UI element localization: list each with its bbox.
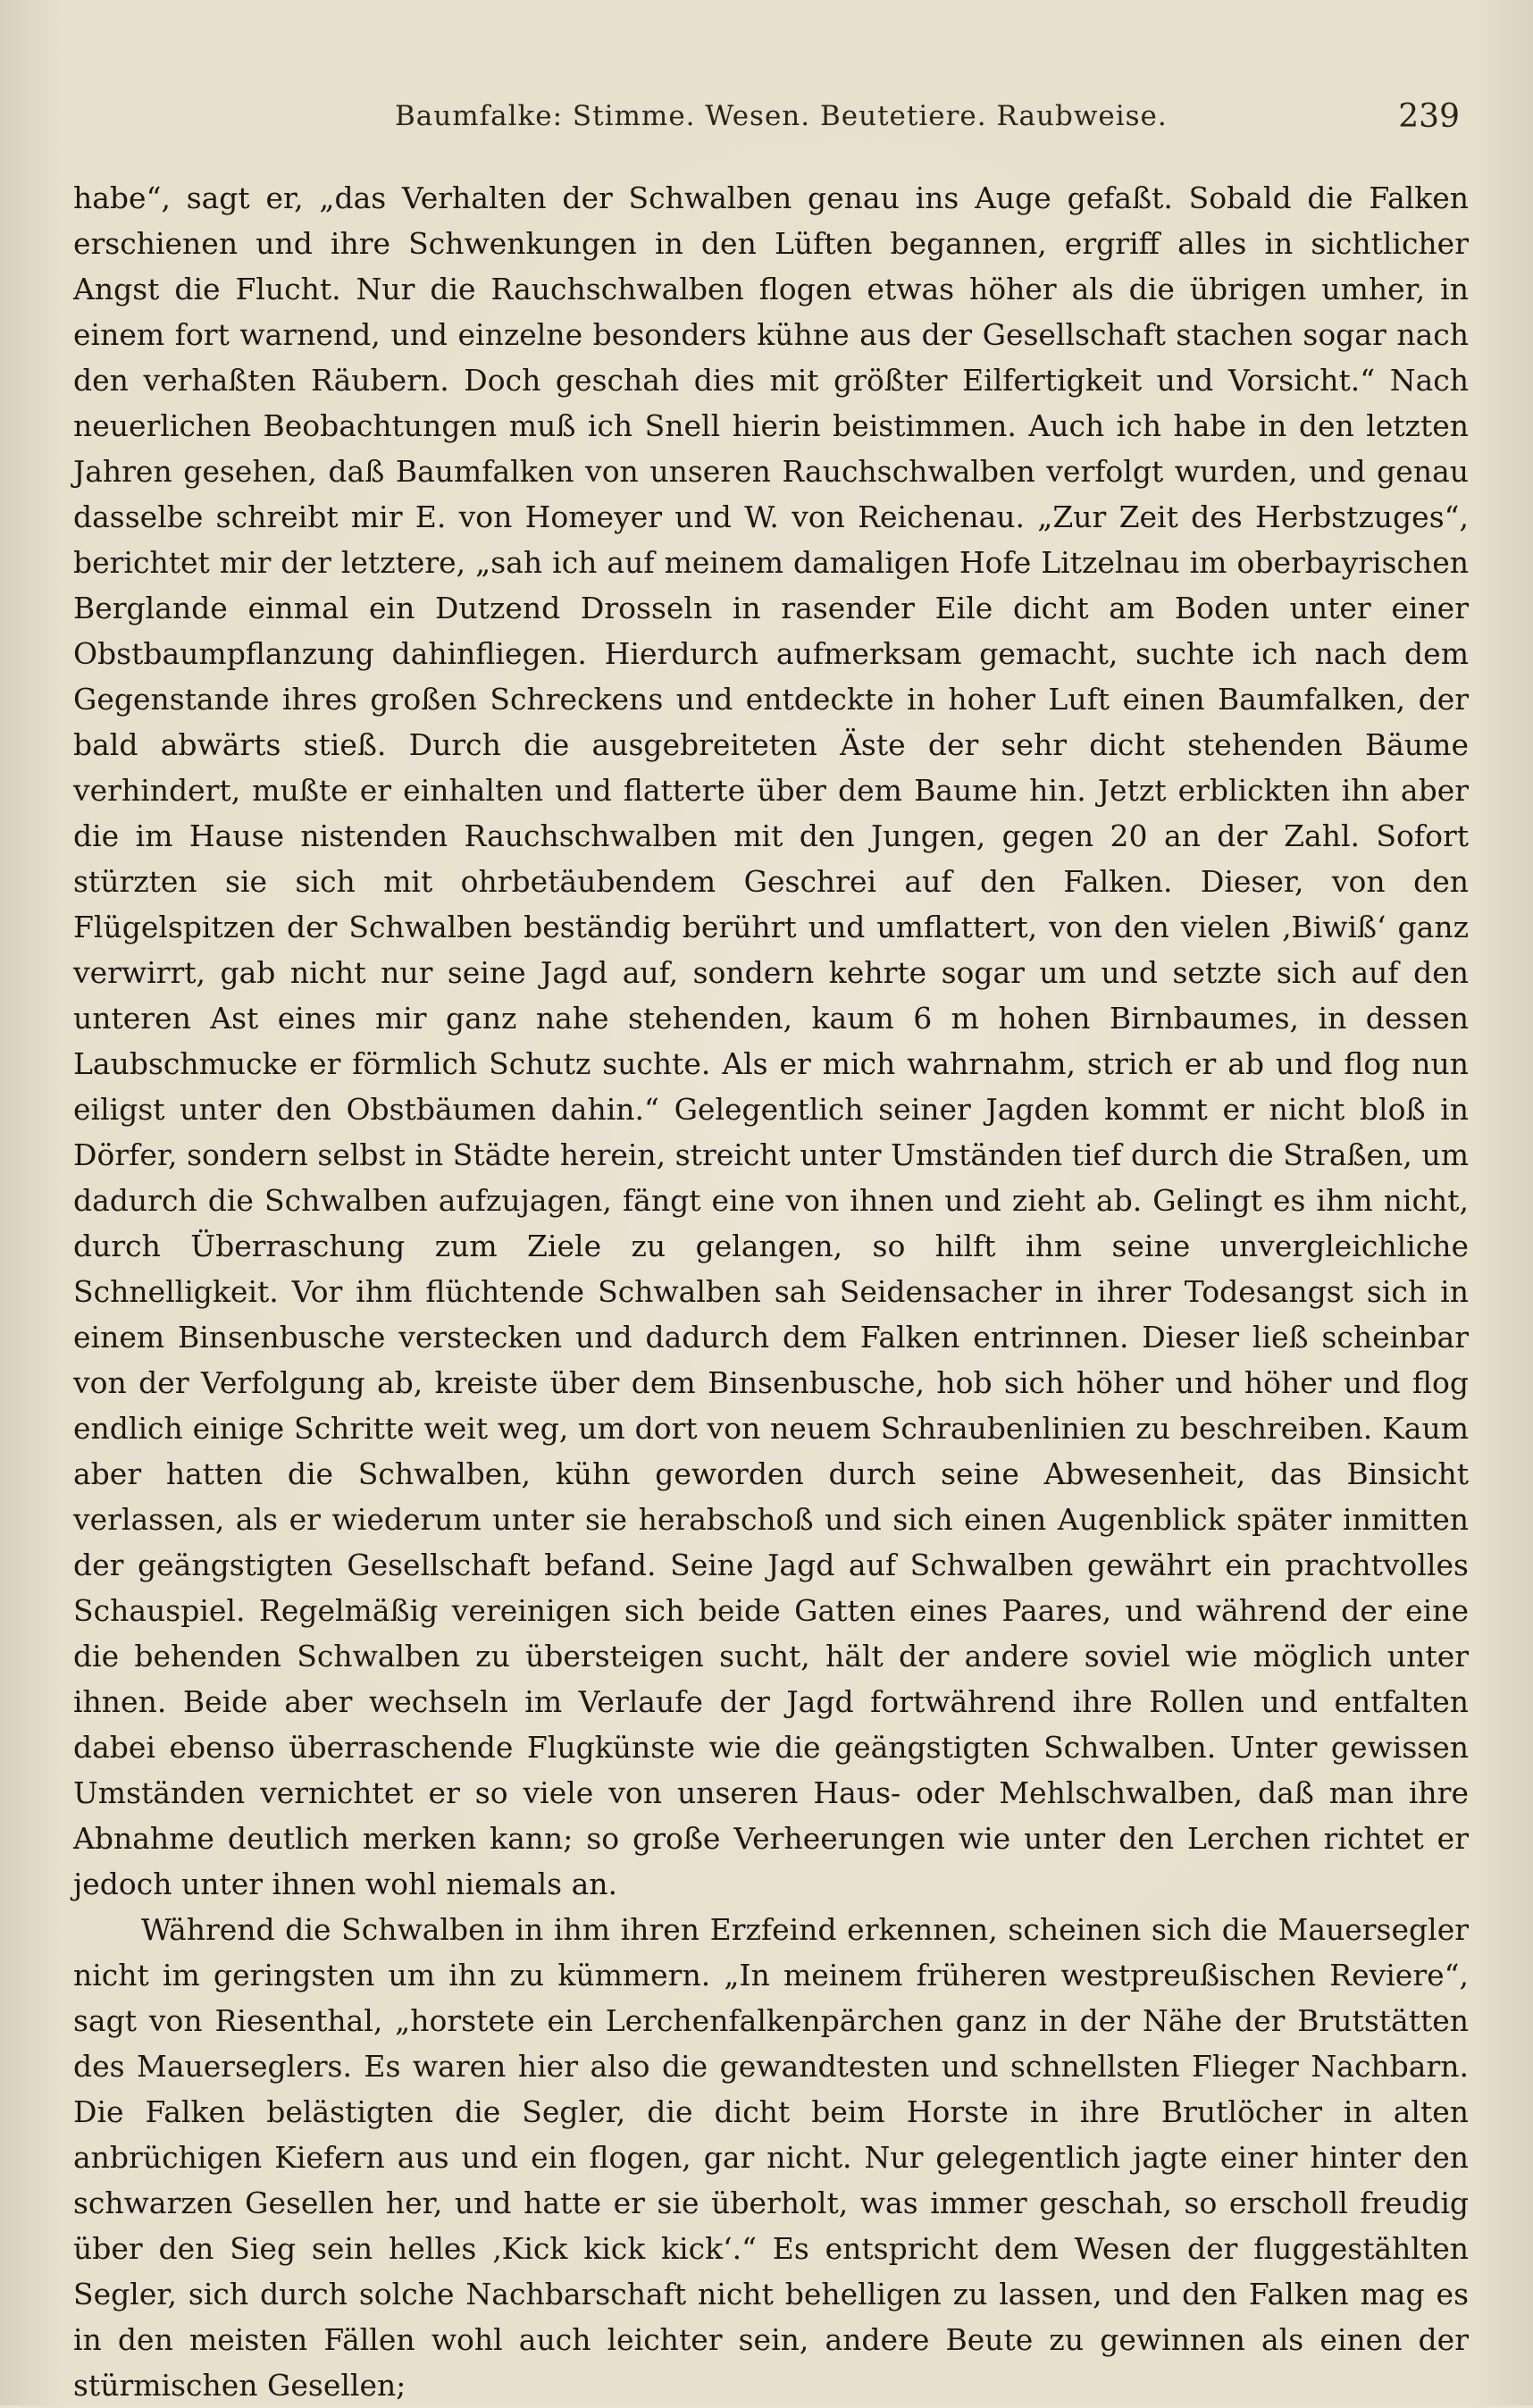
paragraph-2: Während die Schwalben in ihm ihren Erzfeind erkennen, scheinen sich die Mauersegler nicht im geringsten um ihn zu kümmern. „In meinem früheren westpreußischen Reviere“, sagt von Riesenthal, „horstete ein Lerchenfalkenpärchen ganz in der Nähe der Brutstätten des Mauerseglers. Es waren hier also die gewandtesten und schnellsten Flieger Nachbarn. Die Falken belästigten die Segler, die dicht beim Horste in ihre Brutlöcher in alten anbrüchigen Kiefern aus und ein flogen, gar nicht. Nur gelegentlich jagte einer hinter den schwarzen Gesellen her, und hatte er sie überholt, was immer geschah, so erscholl freudig über den Sieg sein helles ‚Kick kick kick‘.“ Es entspricht dem Wesen der fluggestählten Segler, sich durch solche Nachbarschaft nicht behelligen zu lassen, und den Falken mag es in den meisten Fällen wohl auch leichter sein, andere Beute zu gewinnen als einen der stürmischen Gesellen;	[73, 1912, 1469, 2403]
running-header	[73, 96, 1469, 154]
running-title: Baumfalke: Stimme. Wesen. Beutetiere. Raubweise.	[395, 100, 1168, 132]
page-number: 239	[1398, 98, 1460, 135]
body-text	[73, 175, 1469, 2408]
paragraph-1: habe“, sagt er, „das Verhalten der Schwalben genau ins Auge gefaßt. Sobald die Falken erschienen und ihre Schwenkungen in den Lüften begannen, ergriff alles in sichtlicher Angst die Flucht. Nur die Rauchschwalben flogen etwas höher als die übrigen umher, in einem fort warnend, und einzelne besonders kühne aus der Gesellschaft stachen sogar nach den verhaßten Räubern. Doch geschah dies mit größter Eilfertigkeit und Vorsicht.“ Nach neuerlichen Beobachtungen muß ich Snell hierin beistimmen. Auch ich habe in den letzten Jahren gesehen, daß Baumfalken von unseren Rauchschwalben verfolgt wurden, und genau dasselbe schreibt mir E. von Homeyer und W. von Reichenau. „Zur Zeit des Herbstzuges“, berichtet mir der letztere, „sah ich auf meinem damaligen Hofe Litzelnau im oberbayrischen Berglande einmal ein Dutzend Drosseln in rasender Eile dicht am Boden unter einer Obstbaumpflanzung dahinfliegen. Hierdurch aufmerksam gemacht, suchte ich nach dem Gegenstande ihres großen Schreckens und entdeckte in hoher Luft einen Baumfalken, der bald abwärts stieß. Durch die ausgebreiteten Äste der sehr dicht stehenden Bäume verhindert, mußte er einhalten und flatterte über dem Baume hin. Jetzt erblickten ihn aber die im Hause nistenden Rauchschwalben mit den Jungen, gegen 20 an der Zahl. Sofort stürzten sie sich mit ohrbetäubendem Geschrei auf den Falken. Dieser, von den Flügelspitzen der Schwalben beständig berührt und umflattert, von den vielen ‚Biwiß‘ ganz verwirrt, gab nicht nur seine Jagd auf, sondern kehrte sogar um und setzte sich auf den unteren Ast eines mir ganz nahe stehenden, kaum 6 m hohen Birnbaumes, in dessen Laubschmucke er förmlich Schutz suchte. Als er mich wahrnahm, strich er ab und flog nun eiligst unter den Obstbäumen dahin.“ Gelegentlich seiner Jagden kommt er nicht bloß in Dörfer, sondern selbst in Städte herein, streicht unter Umständen tief durch die Straßen, um dadurch die Schwalben aufzujagen, fängt eine von ihnen und zieht ab. Gelingt es ihm nicht, durch Überraschung zum Ziele zu gelangen, so hilft ihm seine unvergleichliche Schnelligkeit. Vor ihm flüchtende Schwalben sah Seidensacher in ihrer Todesangst sich in einem Binsenbusche verstecken und dadurch dem Falken entrinnen. Dieser ließ scheinbar von der Verfolgung ab, kreiste über dem Binsenbusche, hob sich höher und höher und flog endlich einige Schritte weit weg, um dort von neuem Schraubenlinien zu beschreiben. Kaum aber hatten die Schwalben, kühn geworden durch seine Abwesenheit, das Binsicht verlassen, als er wiederum unter sie herabschoß und sich einen Augenblick später inmitten der geängstigten Gesellschaft befand. Seine Jagd auf Schwalben gewährt ein prachtvolles Schauspiel. Regelmäßig vereinigen sich beide Gatten eines Paares, und während der eine die behenden Schwalben zu übersteigen sucht, hält der andere soviel wie möglich unter ihnen. Beide aber wechseln im Verlaufe der Jagd fortwährend ihre Rollen und entfalten dabei ebenso überraschende Flugkünste wie die geängstigten Schwalben. Unter gewissen Umständen vernichtet er so viele von unseren Haus- oder Mehlschwalben, daß man ihre Abnahme deutlich merken kann; so große Verheerungen wie unter den Lerchen richtet er jedoch unter ihnen wohl niemals an.	[73, 180, 1469, 1901]
